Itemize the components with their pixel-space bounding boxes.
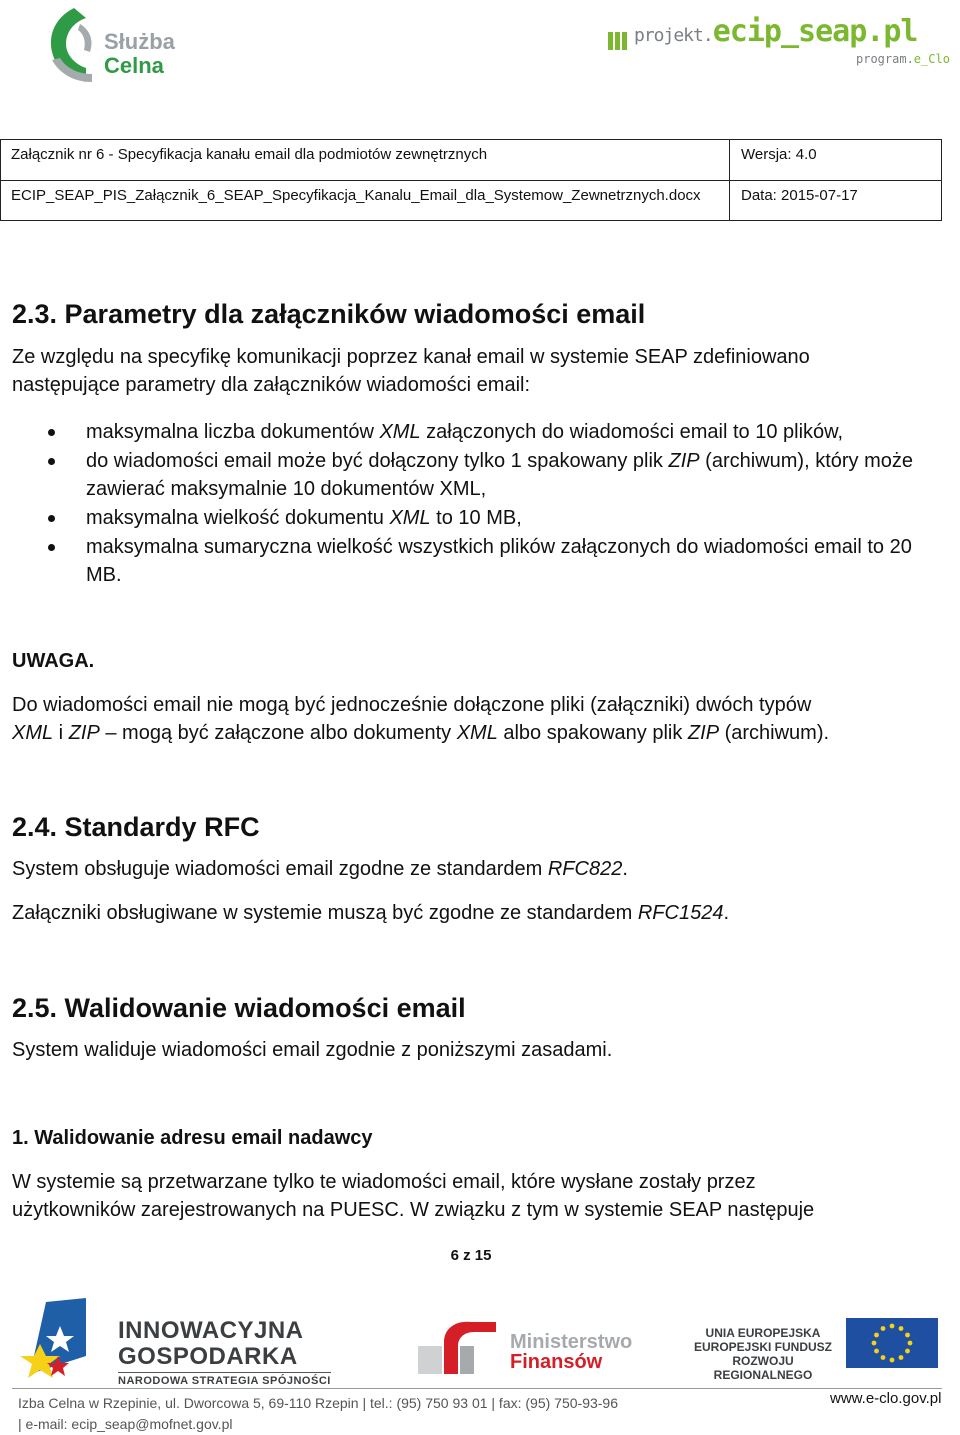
logo-brand: ecip_seap.pl xyxy=(712,14,918,49)
footer-website-link[interactable]: www.e-clo.gov.pl xyxy=(830,1390,942,1407)
bullet-icon xyxy=(48,458,55,465)
list-item xyxy=(12,418,942,446)
eu-fund-text xyxy=(684,1326,842,1382)
mf-line-1: Ministerstwo xyxy=(510,1331,633,1353)
list-item-text: do wiadomości email może być dołączony tylko 1 spakowany plik xyxy=(86,450,669,472)
paragraph-text: System obsługuje wiadomości email zgodne ze standardem xyxy=(12,858,548,880)
list-item-emphasis: ZIP xyxy=(668,450,700,472)
ecip-seap-wordmark xyxy=(634,14,917,49)
ue-line-2: EUROPEJSKI FUNDUSZ xyxy=(693,1340,833,1354)
list-item-emphasis: XML xyxy=(389,507,431,529)
ministry-emblem-icon xyxy=(414,1316,504,1376)
list-item-text: maksymalna liczba dokumentów xyxy=(86,421,380,443)
note-emphasis: XML xyxy=(456,722,498,744)
paragraph-text: Załączniki obsługiwane w systemie muszą być zgodne ze standardem xyxy=(12,902,638,924)
section-2-3-intro xyxy=(12,343,932,399)
file-name: ECIP_SEAP_PIS_Załącznik_6_SEAP_Specyfikacja_Kanalu_Email_dla_Systemow_Zewnetrznych.docx xyxy=(11,187,701,204)
header-row-2 xyxy=(1,181,941,222)
note-text: (archiwum). xyxy=(719,722,830,744)
ue-line-1: UNIA EUROPEJSKA xyxy=(705,1326,821,1340)
sluzba-celna-wordmark xyxy=(104,30,175,78)
address-line-1: Izba Celna w Rzepinie, ul. Dworcowa 5, 69-110 Rzepin | tel.: (95) 750 93 01 | fax: (95) 750-93-96 xyxy=(18,1395,619,1411)
innowacyjna-gospodarka-wordmark xyxy=(118,1318,331,1387)
list-item-text-end: załączonych do wiadomości email to 10 plików, xyxy=(420,421,844,443)
logo-prefix: projekt. xyxy=(634,25,713,46)
mf-line-2: Finansów xyxy=(510,1351,603,1373)
list-item xyxy=(12,504,942,532)
ig-line-1: INNOWACYJNA xyxy=(118,1317,304,1344)
ig-line-3: NARODOWA STRATEGIA SPÓJNOŚCI xyxy=(118,1372,331,1387)
document-header-table xyxy=(0,139,942,221)
list-item xyxy=(12,447,942,503)
list-item-emphasis: XML xyxy=(379,421,421,443)
list-item-text: maksymalna wielkość dokumentu xyxy=(86,507,390,529)
logo-line-celna: Celna xyxy=(104,53,164,78)
intro-line-2: następujące parametry dla załączników wiadomości email: xyxy=(12,374,531,396)
section-heading-2-5: 2.5. Walidowanie wiadomości email xyxy=(12,993,466,1023)
section-heading-2-4: 2.4. Standardy RFC xyxy=(12,812,260,842)
ig-line-2: GOSPODARKA xyxy=(118,1343,298,1370)
list-item-text-end: to 10 MB, xyxy=(430,507,522,529)
bullet-icon xyxy=(48,544,55,551)
note-title: UWAGA. xyxy=(12,650,95,672)
version-label: Wersja: 4.0 xyxy=(741,146,817,163)
ue-line-3: ROZWOJU REGIONALNEGO xyxy=(713,1354,813,1382)
logo-sub-brand: e_Clo xyxy=(913,52,950,66)
header-row-1 xyxy=(1,140,941,181)
date-label: Data: 2015-07-17 xyxy=(741,187,858,204)
note-emphasis: ZIP xyxy=(68,722,100,744)
section-heading-2-3: 2.3. Parametry dla załączników wiadomości email xyxy=(12,299,646,329)
rfc-emphasis: RFC1524 xyxy=(637,902,724,924)
note-emphasis: XML xyxy=(12,722,54,744)
paragraph-end: . xyxy=(723,902,730,924)
paragraph-end: . xyxy=(622,858,628,880)
rfc822-paragraph xyxy=(12,855,932,883)
address-line-2: | e-mail: ecip_seap@mofnet.gov.pl xyxy=(18,1416,233,1432)
note-line-2 xyxy=(12,719,932,747)
logo-line-sluzba: Służba xyxy=(104,29,175,54)
validation-intro: System waliduje wiadomości email zgodnie z poniższymi zasadami. xyxy=(12,1039,613,1061)
list-item-text-end: (archiwum), który może zawierać maksymalnie 10 dokumentów XML, xyxy=(86,450,913,500)
note-line-1: Do wiadomości email nie mogą być jednocześnie dołączone pliki (załączniki) dwóch typów xyxy=(12,694,812,716)
note-text: – mogą być załączone albo dokumenty xyxy=(99,722,457,744)
note-text: i xyxy=(53,722,69,744)
footer-divider xyxy=(12,1388,942,1389)
intro-line-1: Ze względu na specyfikę komunikacji poprzez kanał email w systemie SEAP zdefiniowano xyxy=(12,346,810,368)
attachment-parameters-list xyxy=(12,418,942,590)
paragraph-line-2: użytkowników zarejestrowanych na PUESC. W związku z tym w systemie SEAP następuje xyxy=(12,1199,815,1221)
page-number: 6 z 15 xyxy=(450,1247,492,1264)
attachment-title: Załącznik nr 6 - Specyfikacja kanału email dla podmiotów zewnętrznych xyxy=(11,146,488,163)
footer-address xyxy=(18,1393,618,1435)
rfc1524-paragraph xyxy=(12,899,932,927)
ecip-seap-subtitle xyxy=(856,52,950,66)
list-item-text: maksymalna sumaryczna wielkość wszystkich plików załączonych do wiadomości email to 20 MB. xyxy=(86,536,912,586)
logo-sub-prefix: program. xyxy=(856,52,914,66)
note-text: albo spakowany plik xyxy=(497,722,688,744)
innovative-economy-star-icon xyxy=(16,1296,106,1386)
note-body xyxy=(12,691,932,747)
subsection-heading-sender: 1. Walidowanie adresu email nadawcy xyxy=(12,1127,373,1149)
paragraph-line-1: W systemie są przetwarzane tylko te wiadomości email, które wysłane zostały przez xyxy=(12,1171,756,1193)
header-column-divider xyxy=(729,140,730,220)
bullet-icon xyxy=(48,429,55,436)
bullet-icon xyxy=(48,515,55,522)
eu-flag-icon xyxy=(846,1318,938,1368)
rfc-emphasis: RFC822 xyxy=(547,858,623,880)
ecip-stripes-icon xyxy=(608,30,632,52)
list-item xyxy=(12,533,942,589)
ministerstwo-finansow-wordmark xyxy=(510,1332,632,1372)
note-emphasis: ZIP xyxy=(687,722,720,744)
sender-validation-paragraph xyxy=(12,1168,932,1224)
